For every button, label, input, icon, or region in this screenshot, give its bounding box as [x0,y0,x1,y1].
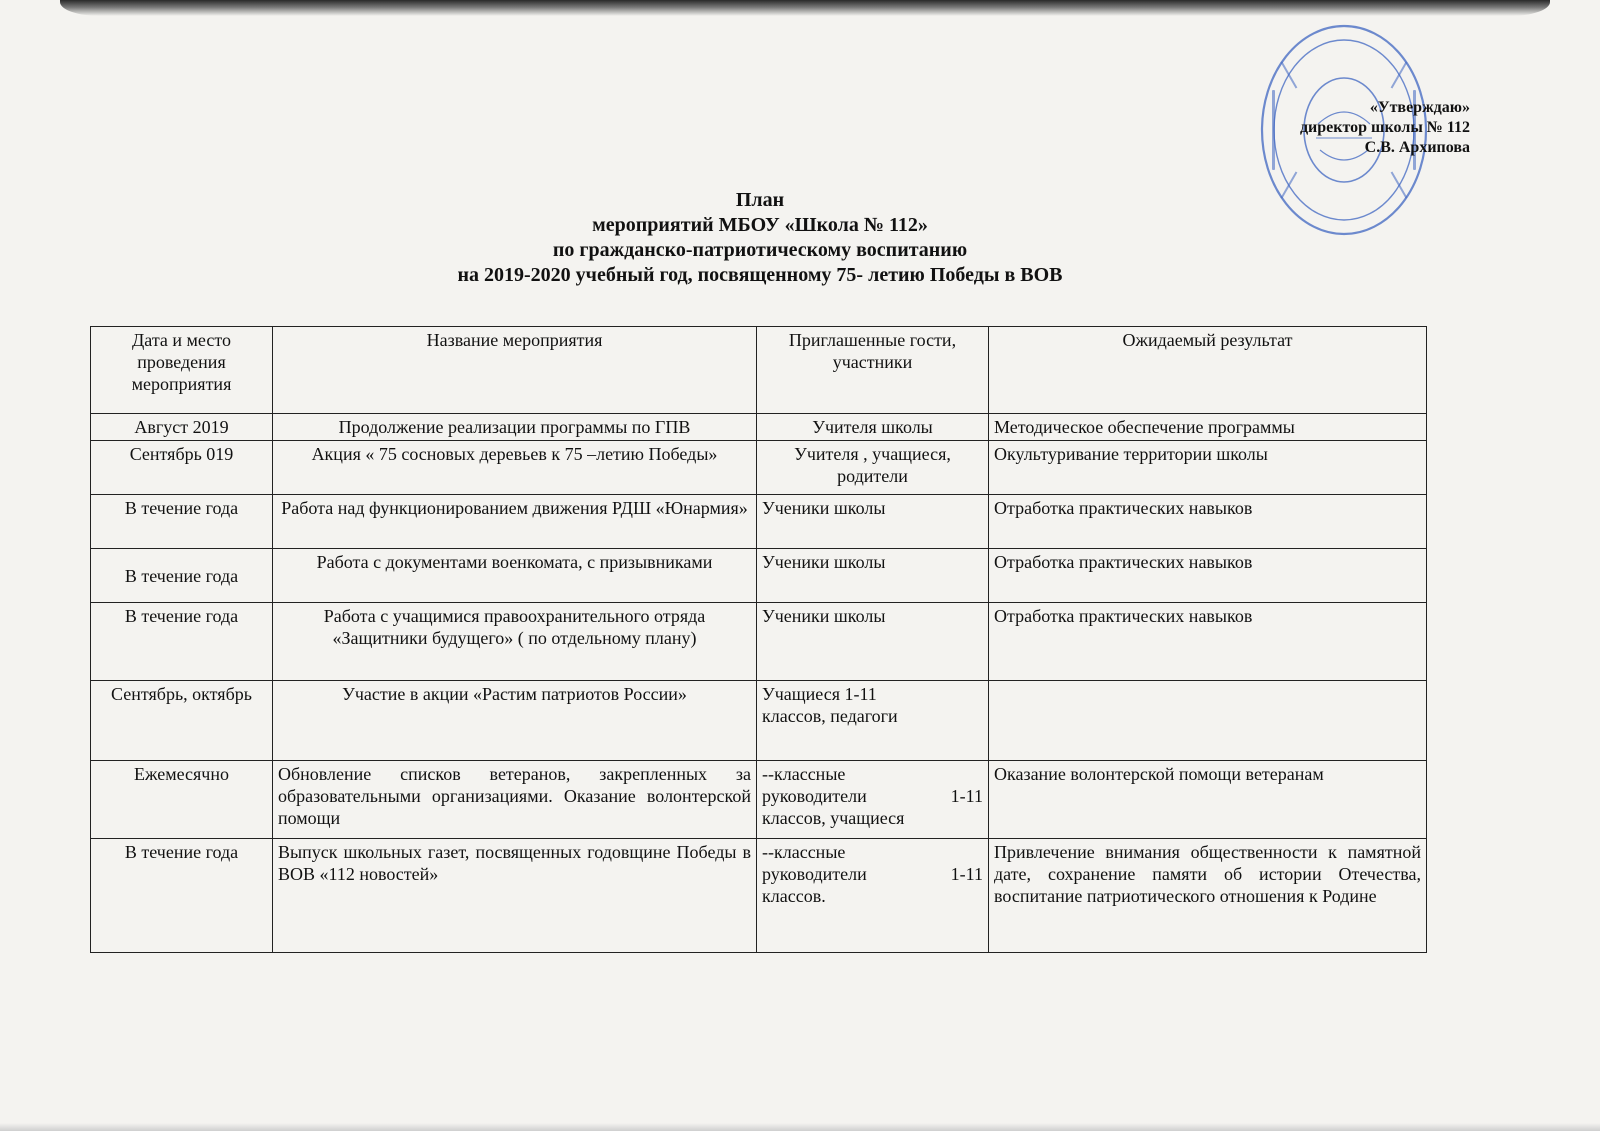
row-date: Сентябрь 019 [91,441,273,495]
row-date: В течение года [91,495,273,549]
table-row [91,441,1427,495]
guests-line-2a: руководители [762,786,867,806]
scan-top-edge [60,0,1550,16]
title-line-3: по гражданско-патриотическому воспитанию [552,239,968,261]
guests-line-3: классов. [762,886,826,906]
guests-line-2a: руководители [762,864,867,884]
header-guests: Приглашенные гости, участники [757,327,989,414]
row-event-name: Работа над функционированием движения РДШ «Юнармия» [273,495,757,549]
row-event-name: Продолжение реализации программы по ГПВ [273,414,757,441]
row-result: Методическое обеспечение программы [989,414,1427,441]
title-line-2: мероприятий МБОУ «Школа № 112» [592,214,928,236]
row-date: В течение года [91,603,273,681]
title-line-4: на 2019-2020 учебный год, посвященному 75- летию Победы в ВОВ [457,264,1063,286]
row-result: Отработка практических навыков [989,495,1427,549]
row-event-name: Работа с документами военкомата, с призывниками [273,549,757,603]
table-row [91,761,1427,839]
row-result [989,681,1427,761]
row-guests: Ученики школы [757,549,989,603]
row-guests: Учителя школы [757,414,989,441]
guests-line-3: классов, учащиеся [762,808,905,828]
approval-line-3: С.В. Архипова [1364,139,1470,156]
row-event-name: Выпуск школьных газет, посвященных годовщине Победы в ВОВ «112 новостей» [273,839,757,953]
table-row [91,681,1427,761]
guests-line-1: --классные [762,764,846,784]
row-event-name: Обновление списков ветеранов, закрепленных за образовательными организациями. Оказание волонтерской помощи [273,761,757,839]
row-result: Окультуривание территории школы [989,441,1427,495]
row-guests [757,839,989,953]
row-guests: Учащиеся 1-11 классов, педагоги [757,681,989,761]
row-result: Отработка практических навыков [989,603,1427,681]
guests-line-2b: 1-11 [950,864,983,884]
row-date: Август 2019 [91,414,273,441]
table-row [91,839,1427,953]
header-result: Ожидаемый результат [989,327,1427,414]
row-guests: Ученики школы [757,495,989,549]
guests-line-2 [762,863,983,885]
approval-block [1300,98,1470,158]
row-date: В течение года [91,839,273,953]
title-line-1: План [735,189,785,211]
table-row [91,549,1427,603]
table-row [91,603,1427,681]
row-event-name: Работа с учащимися правоохранительного отряда «Защитники будущего» ( по отдельному плану) [273,603,757,681]
table-header-row [91,327,1427,414]
row-result: Отработка практических навыков [989,549,1427,603]
approval-line-1: «Утверждаю» [1369,99,1470,116]
document-title [0,188,1520,288]
row-result: Оказание волонтерской помощи ветеранам [989,761,1427,839]
row-guests: Учителя , учащиеся, родители [757,441,989,495]
guests-line-2b: 1-11 [950,786,983,806]
guests-line-2 [762,785,983,807]
table-row [91,414,1427,441]
row-date: Сентябрь, октябрь [91,681,273,761]
scan-bottom-edge [0,1123,1600,1131]
approval-line-2: директор школы № 112 [1299,119,1470,136]
events-plan-table [90,326,1427,953]
row-event-name: Участие в акции «Растим патриотов России» [273,681,757,761]
row-event-name: Акция « 75 сосновых деревьев к 75 –летию Победы» [273,441,757,495]
row-guests [757,761,989,839]
row-date: Ежемесячно [91,761,273,839]
header-name: Название мероприятия [273,327,757,414]
table-row [91,495,1427,549]
guests-line-1: --классные [762,842,846,862]
row-guests: Ученики школы [757,603,989,681]
row-result: Привлечение внимания общественности к памятной дате, сохранение памяти об истории Отечества, воспитание патриотического отношения к Родине [989,839,1427,953]
header-date: Дата и место проведения мероприятия [91,327,273,414]
row-date: В течение года [91,549,273,603]
